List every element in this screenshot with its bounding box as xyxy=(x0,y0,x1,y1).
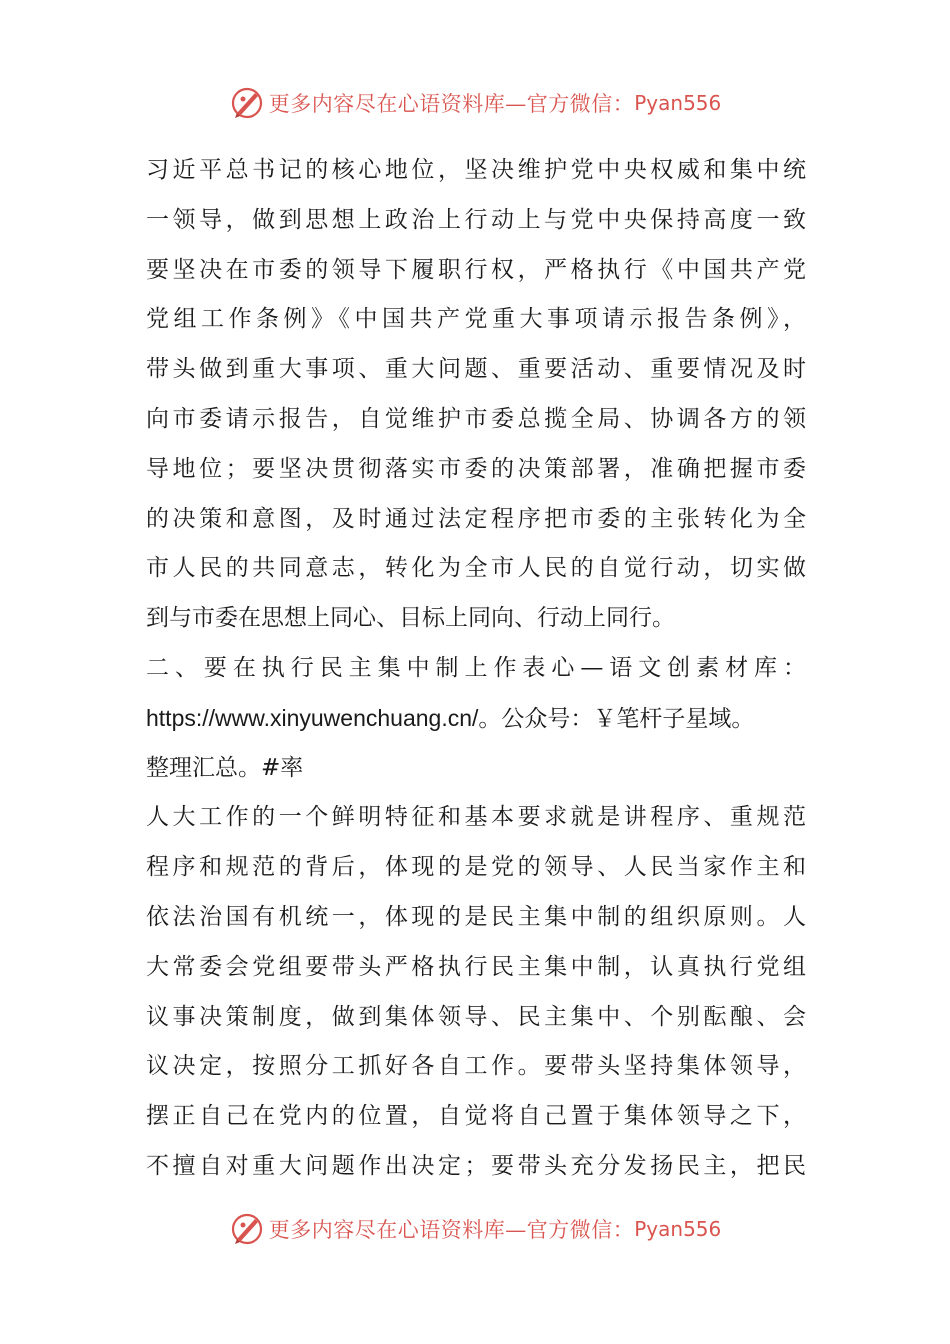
banner-text: 更多内容尽在心语资料库—官方微信： xyxy=(268,1218,635,1242)
body-line: 向市委请示报告，自觉维护市委总揽全局、协调各方的领 xyxy=(146,405,806,432)
body-line: 党组工作条例》《中国共产党重大事项请示报告条例》， xyxy=(146,306,806,333)
source-url-link[interactable]: https://www.xinyuwenchuang.cn/ xyxy=(146,704,479,731)
body-line: 习近平总书记的核心地位，坚决维护党中央权威和集中统 xyxy=(146,157,806,183)
body-line: 程序和规范的背后，体现的是党的领导、人民当家作主和 xyxy=(146,854,806,881)
body-line: 带头做到重大事项、重大问题、重要活动、重要情况及时 xyxy=(146,356,806,383)
pen-logo-icon xyxy=(229,1211,265,1247)
banner-text: 更多内容尽在心语资料库—官方微信： xyxy=(268,92,635,116)
body-line: 市人民的共同意志，转化为全市人民的自觉行动，切实做 xyxy=(146,555,806,582)
body-line: 议决定，按照分工抓好各自工作。要带头坚持集体领导， xyxy=(146,1053,806,1080)
wechat-account-text: 。公众号：￥笔杆子星域。 xyxy=(478,705,755,732)
banner-wechat-id: Pyan556 xyxy=(634,91,722,115)
body-line: 依法治国有机统一，体现的是民主集中制的组织原则。人 xyxy=(146,903,806,930)
body-line: 要坚决在市委的领导下履职行权，严格执行《中国共产党 xyxy=(146,256,806,283)
body-line: 一领导，做到思想上政治上行动上与党中央保持高度一致 xyxy=(146,206,806,233)
document-body xyxy=(146,146,806,1192)
body-line: 到与市委在思想上同心、目标上同向、行动上同行。 xyxy=(146,605,675,632)
body-line: 的决策和意图，及时通过法定程序把市委的主张转化为全 xyxy=(146,505,806,532)
header-banner xyxy=(0,83,950,123)
body-line: 摆正自己在党内的位置，自觉将自己置于集体领导之下， xyxy=(146,1103,806,1130)
body-line: 整理汇总。#率 xyxy=(146,754,304,781)
body-line: 导地位；要坚决贯彻落实市委的决策部署，准确把握市委 xyxy=(146,455,806,482)
banner-wechat-id: Pyan556 xyxy=(634,1217,722,1241)
body-line: 大常委会党组要带头严格执行民主集中制，认真执行党组 xyxy=(146,953,806,980)
body-line: 议事决策制度，做到集体领导、民主集中、个别酝酿、会 xyxy=(146,1003,806,1030)
footer-banner xyxy=(0,1209,950,1249)
body-line: 不擅自对重大问题作出决定；要带头充分发扬民主，把民 xyxy=(146,1152,806,1179)
section-heading: 二、要在执行民主集中制上作表心—语文创素材库： xyxy=(146,654,806,681)
pen-logo-icon xyxy=(229,85,265,121)
body-line: 人大工作的一个鲜明特征和基本要求就是讲程序、重规范 xyxy=(146,804,806,831)
url-line xyxy=(146,694,806,744)
